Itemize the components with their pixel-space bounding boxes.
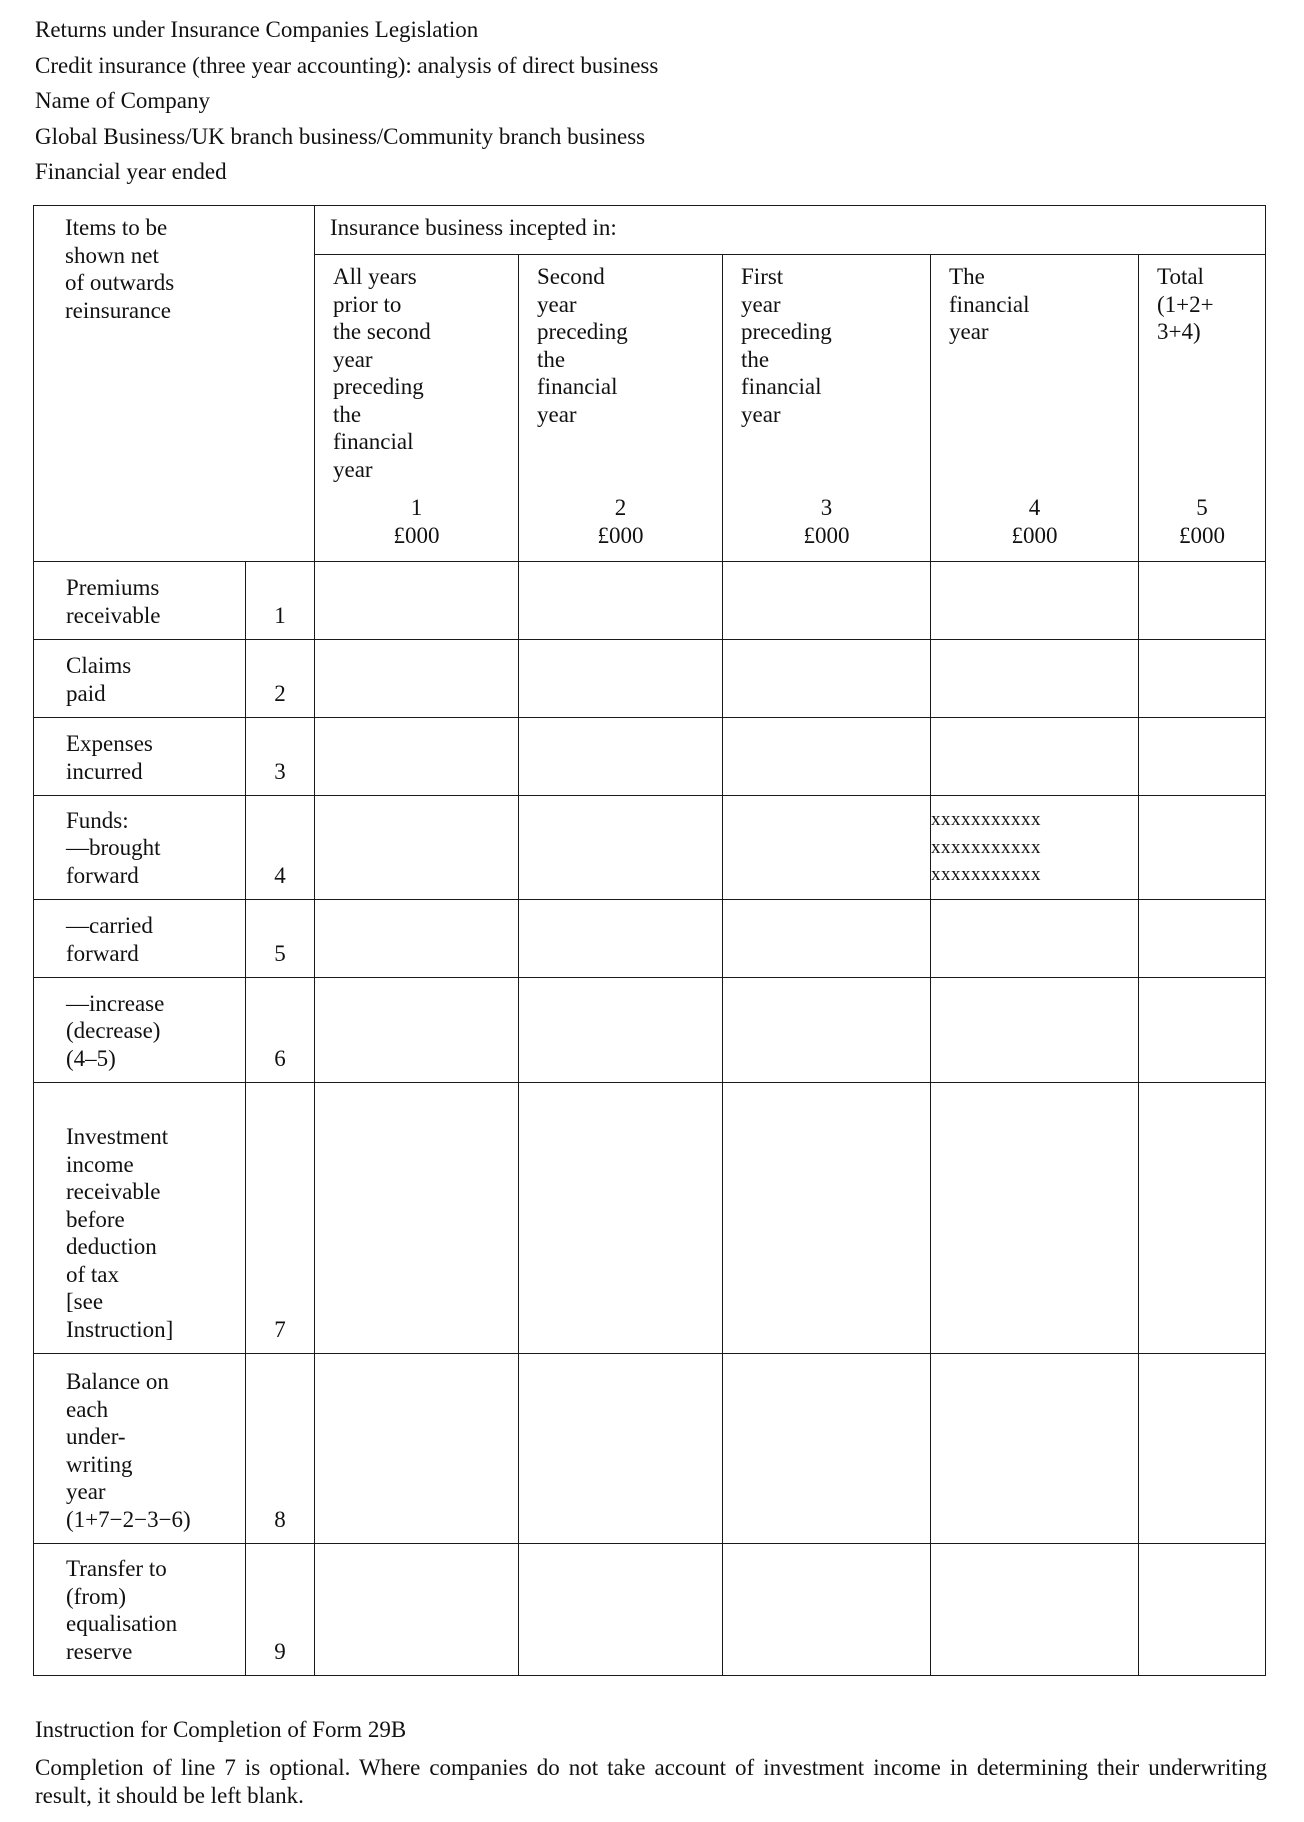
column-header-2-number: 2 (614, 495, 627, 520)
row-label: Expenses incurred (34, 718, 246, 796)
input-cell[interactable] (315, 796, 519, 900)
input-cell[interactable] (519, 1083, 723, 1354)
input-cell[interactable] (931, 1083, 1139, 1354)
input-cell[interactable] (1139, 640, 1266, 718)
table-row (34, 900, 1266, 978)
input-cell[interactable] (931, 900, 1139, 978)
input-cell[interactable] (1139, 900, 1266, 978)
instruction-body: Completion of line 7 is optional. Where companies do not take account of investment income in determining their underwriting result, it should be left blank. (35, 1755, 1267, 1808)
input-cell[interactable] (931, 718, 1139, 796)
column-header-3-number: 3 (820, 495, 833, 520)
column-header-2-label: Second year preceding the financial year (537, 264, 628, 427)
row-number: 4 (246, 796, 315, 900)
input-cell[interactable] (723, 1083, 931, 1354)
header-business-type: Global Business/UK branch business/Community branch business (35, 123, 646, 149)
form-header (35, 12, 1275, 190)
input-cell[interactable] (519, 718, 723, 796)
row-number: 3 (246, 718, 315, 796)
input-cell[interactable] (1139, 1354, 1266, 1544)
input-cell[interactable] (519, 978, 723, 1083)
input-cell[interactable] (1139, 562, 1266, 640)
column-header-3 (723, 255, 931, 562)
input-cell[interactable] (519, 900, 723, 978)
column-header-5-unit: £000 (1179, 522, 1226, 548)
row-label: —increase (decrease) (4–5) (34, 978, 246, 1083)
row-label: Balance on each under- writing year (1+7−2−3−6) (34, 1354, 246, 1544)
input-cell[interactable] (1139, 718, 1266, 796)
row-label: Claims paid (34, 640, 246, 718)
input-cell[interactable] (519, 796, 723, 900)
input-cell[interactable] (931, 562, 1139, 640)
row-number: 8 (246, 1354, 315, 1544)
input-cell[interactable] (315, 562, 519, 640)
table-row (34, 562, 1266, 640)
column-header-1 (315, 255, 519, 562)
table-row (34, 978, 1266, 1083)
input-cell[interactable] (519, 1354, 723, 1544)
input-cell[interactable] (1139, 978, 1266, 1083)
input-cell[interactable] (315, 1083, 519, 1354)
input-cell[interactable] (931, 1354, 1139, 1544)
input-cell[interactable] (723, 640, 931, 718)
table-row (34, 1083, 1266, 1354)
table-row (34, 1354, 1266, 1544)
table-row (34, 1544, 1266, 1676)
input-cell[interactable] (1139, 1083, 1266, 1354)
input-cell[interactable] (723, 796, 931, 900)
crossed-out-cell: xxxxxxxxxxx xxxxxxxxxxx xxxxxxxxxxx (931, 796, 1139, 900)
column-header-1-label: All years prior to the second year preceding the financial year (333, 264, 431, 482)
header-financial-year: Financial year ended (35, 159, 227, 184)
business-header-text: Insurance business incepted in: (330, 215, 617, 240)
items-column-header (34, 206, 315, 562)
analysis-table (33, 205, 1266, 1676)
column-header-5-number: 5 (1196, 495, 1208, 520)
row-number: 7 (246, 1083, 315, 1354)
row-label: Transfer to (from) equalisation reserve (34, 1544, 246, 1676)
column-header-3-label: First year preceding the financial year (741, 264, 832, 427)
column-header-1-unit: £000 (393, 522, 440, 548)
column-header-2-unit: £000 (597, 522, 644, 548)
column-header-5 (1139, 255, 1266, 562)
input-cell[interactable] (723, 978, 931, 1083)
column-header-4-number: 4 (1028, 495, 1041, 520)
row-label: Premiums receivable (34, 562, 246, 640)
input-cell[interactable] (931, 640, 1139, 718)
instruction-title: Instruction for Completion of Form 29B (35, 1717, 407, 1742)
input-cell[interactable] (519, 1544, 723, 1676)
column-header-2 (519, 255, 723, 562)
input-cell[interactable] (931, 1544, 1139, 1676)
row-number: 1 (246, 562, 315, 640)
input-cell[interactable] (723, 1354, 931, 1544)
row-label: Funds: —brought forward (34, 796, 246, 900)
table-row (34, 796, 1266, 900)
input-cell[interactable] (1139, 796, 1266, 900)
table-row (34, 718, 1266, 796)
row-number: 2 (246, 640, 315, 718)
input-cell[interactable] (723, 1544, 931, 1676)
input-cell[interactable] (519, 562, 723, 640)
input-cell[interactable] (723, 900, 931, 978)
input-cell[interactable] (315, 1544, 519, 1676)
input-cell[interactable] (315, 718, 519, 796)
row-label: —carried forward (34, 900, 246, 978)
column-header-4-unit: £000 (1011, 522, 1058, 548)
header-legislation: Returns under Insurance Companies Legislation (35, 17, 479, 42)
instructions (35, 1715, 1267, 1810)
column-header-4-label: The financial year (949, 264, 1030, 344)
items-header-text: Items to be shown net of outwards reinsurance (65, 215, 175, 323)
input-cell[interactable] (315, 1354, 519, 1544)
column-header-3-unit: £000 (803, 522, 850, 548)
header-company-name: Name of Company (35, 88, 211, 113)
row-number: 9 (246, 1544, 315, 1676)
input-cell[interactable] (1139, 1544, 1266, 1676)
input-cell[interactable] (315, 900, 519, 978)
column-header-5-label: Total (1+2+ 3+4) (1157, 264, 1214, 344)
input-cell[interactable] (519, 640, 723, 718)
business-incepted-header (315, 206, 1266, 255)
header-form-title: Credit insurance (three year accounting): analysis of direct business (35, 52, 659, 78)
input-cell[interactable] (315, 978, 519, 1083)
input-cell[interactable] (315, 640, 519, 718)
column-header-1-number: 1 (410, 495, 423, 520)
table-row (34, 640, 1266, 718)
input-cell[interactable] (931, 978, 1139, 1083)
row-label: Investment income receivable before deduction of tax [see Instruction] (34, 1083, 246, 1354)
row-number: 6 (246, 978, 315, 1083)
column-header-4 (931, 255, 1139, 562)
row-number: 5 (246, 900, 315, 978)
input-cell[interactable] (723, 718, 931, 796)
input-cell[interactable] (723, 562, 931, 640)
